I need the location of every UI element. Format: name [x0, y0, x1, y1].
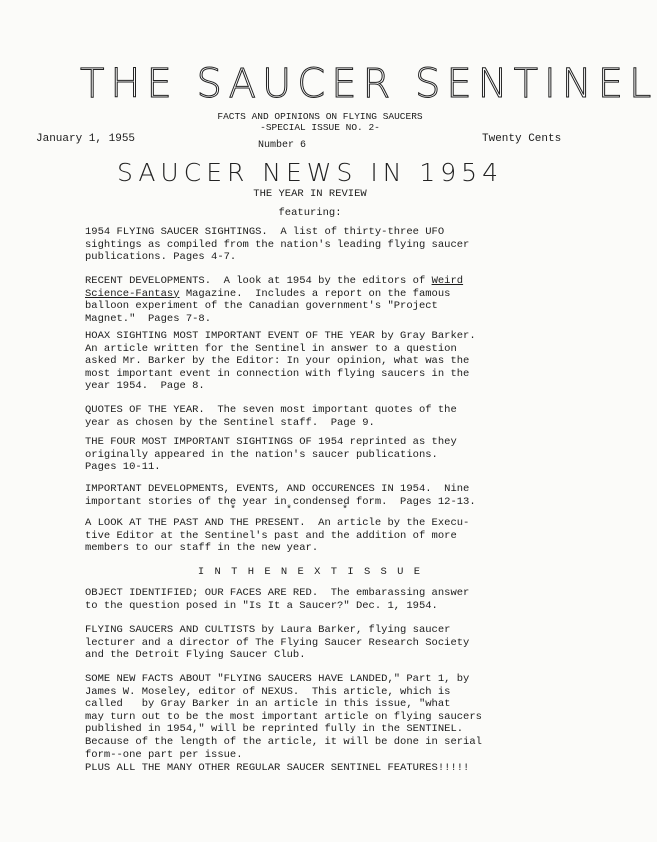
next-issue-heading: I N T H E N E X T I S S U E	[197, 566, 423, 578]
masthead-subtitle: FACTS AND OPINIONS ON FLYING SAUCERS	[217, 111, 423, 122]
article-hoax-sighting: HOAX SIGHTING MOST IMPORTANT EVENT OF THE YEAR by Gray Barker. An article written for the Sentinel in answer to a question asked Mr. Barker by the Editor: In your opinion, what was the most important event in connection with flying saucers in the year 1954. Page 8.	[85, 330, 476, 393]
section-divider-stars: * * *	[230, 505, 371, 516]
next-issue-object-identified: OBJECT IDENTIFIED; OUR FACES ARE RED. The embarassing answer to the question posed in "Is It a Saucer?" Dec. 1, 1954.	[85, 587, 470, 612]
article-past-and-present: A LOOK AT THE PAST AND THE PRESENT. An article by the Execu- tive Editor at the Sentinel's past and the addition of more members to our staff in the new year.	[85, 517, 470, 555]
next-issue-new-facts: SOME NEW FACTS ABOUT "FLYING SAUCERS HAVE LANDED," Part 1, by James W. Moseley, editor of NEXUS. This article, which is called by Gray Barker in an article in this issue, "what may turn out to be the most important article on flying saucers published in 1954," will be reprinted fully in the SENTINEL. Because of the length of the article, it will be done in serial form--one part per issue.	[85, 673, 482, 761]
article-quotes: QUOTES OF THE YEAR. The seven most important quotes of the year as chosen by the Sentinel staff. Page 9.	[85, 404, 457, 429]
article-recent-developments: RECENT DEVELOPMENTS. A look at 1954 by the editors of Weird Science-Fantasy Magazine. Includes a report on the famous balloon experiment of the Canadian government's "Project Magnet." Pages 7-8.	[85, 275, 464, 325]
headline: SAUCER NEWS IN 1954	[117, 158, 503, 187]
article-four-sightings: THE FOUR MOST IMPORTANT SIGHTINGS OF 1954 reprinted as they originally appeared in the nation's saucer publications. Pages 10-11.	[85, 436, 457, 474]
issue-date: January 1, 1955	[36, 133, 136, 145]
next-issue-cultists: FLYING SAUCERS AND CULTISTS by Laura Barker, flying saucer lecturer and a director of The Flying Saucer Research Society and the Detroit Flying Saucer Club.	[85, 624, 470, 662]
issue-price: Twenty Cents	[482, 133, 562, 145]
special-issue-label: -SPECIAL ISSUE NO. 2-	[260, 122, 380, 133]
issue-number: Number 6	[258, 140, 307, 151]
article-important-developments: IMPORTANT DEVELOPMENTS, EVENTS, AND OCCURENCES IN 1954. Nine important stories of the year in condensed form. Pages 12-13.	[85, 483, 476, 508]
featuring-label: featuring:	[278, 207, 342, 219]
subhead: THE YEAR IN REVIEW	[253, 188, 367, 200]
masthead-title: THE SAUCER SENTINEL	[80, 61, 657, 107]
article-sightings: 1954 FLYING SAUCER SIGHTINGS. A list of thirty-three UFO sightings as compiled from the nation's leading flying saucer publications. Pages 4-7.	[85, 226, 470, 264]
closing-line: PLUS ALL THE MANY OTHER REGULAR SAUCER SENTINEL FEATURES!!!!!	[85, 762, 470, 774]
